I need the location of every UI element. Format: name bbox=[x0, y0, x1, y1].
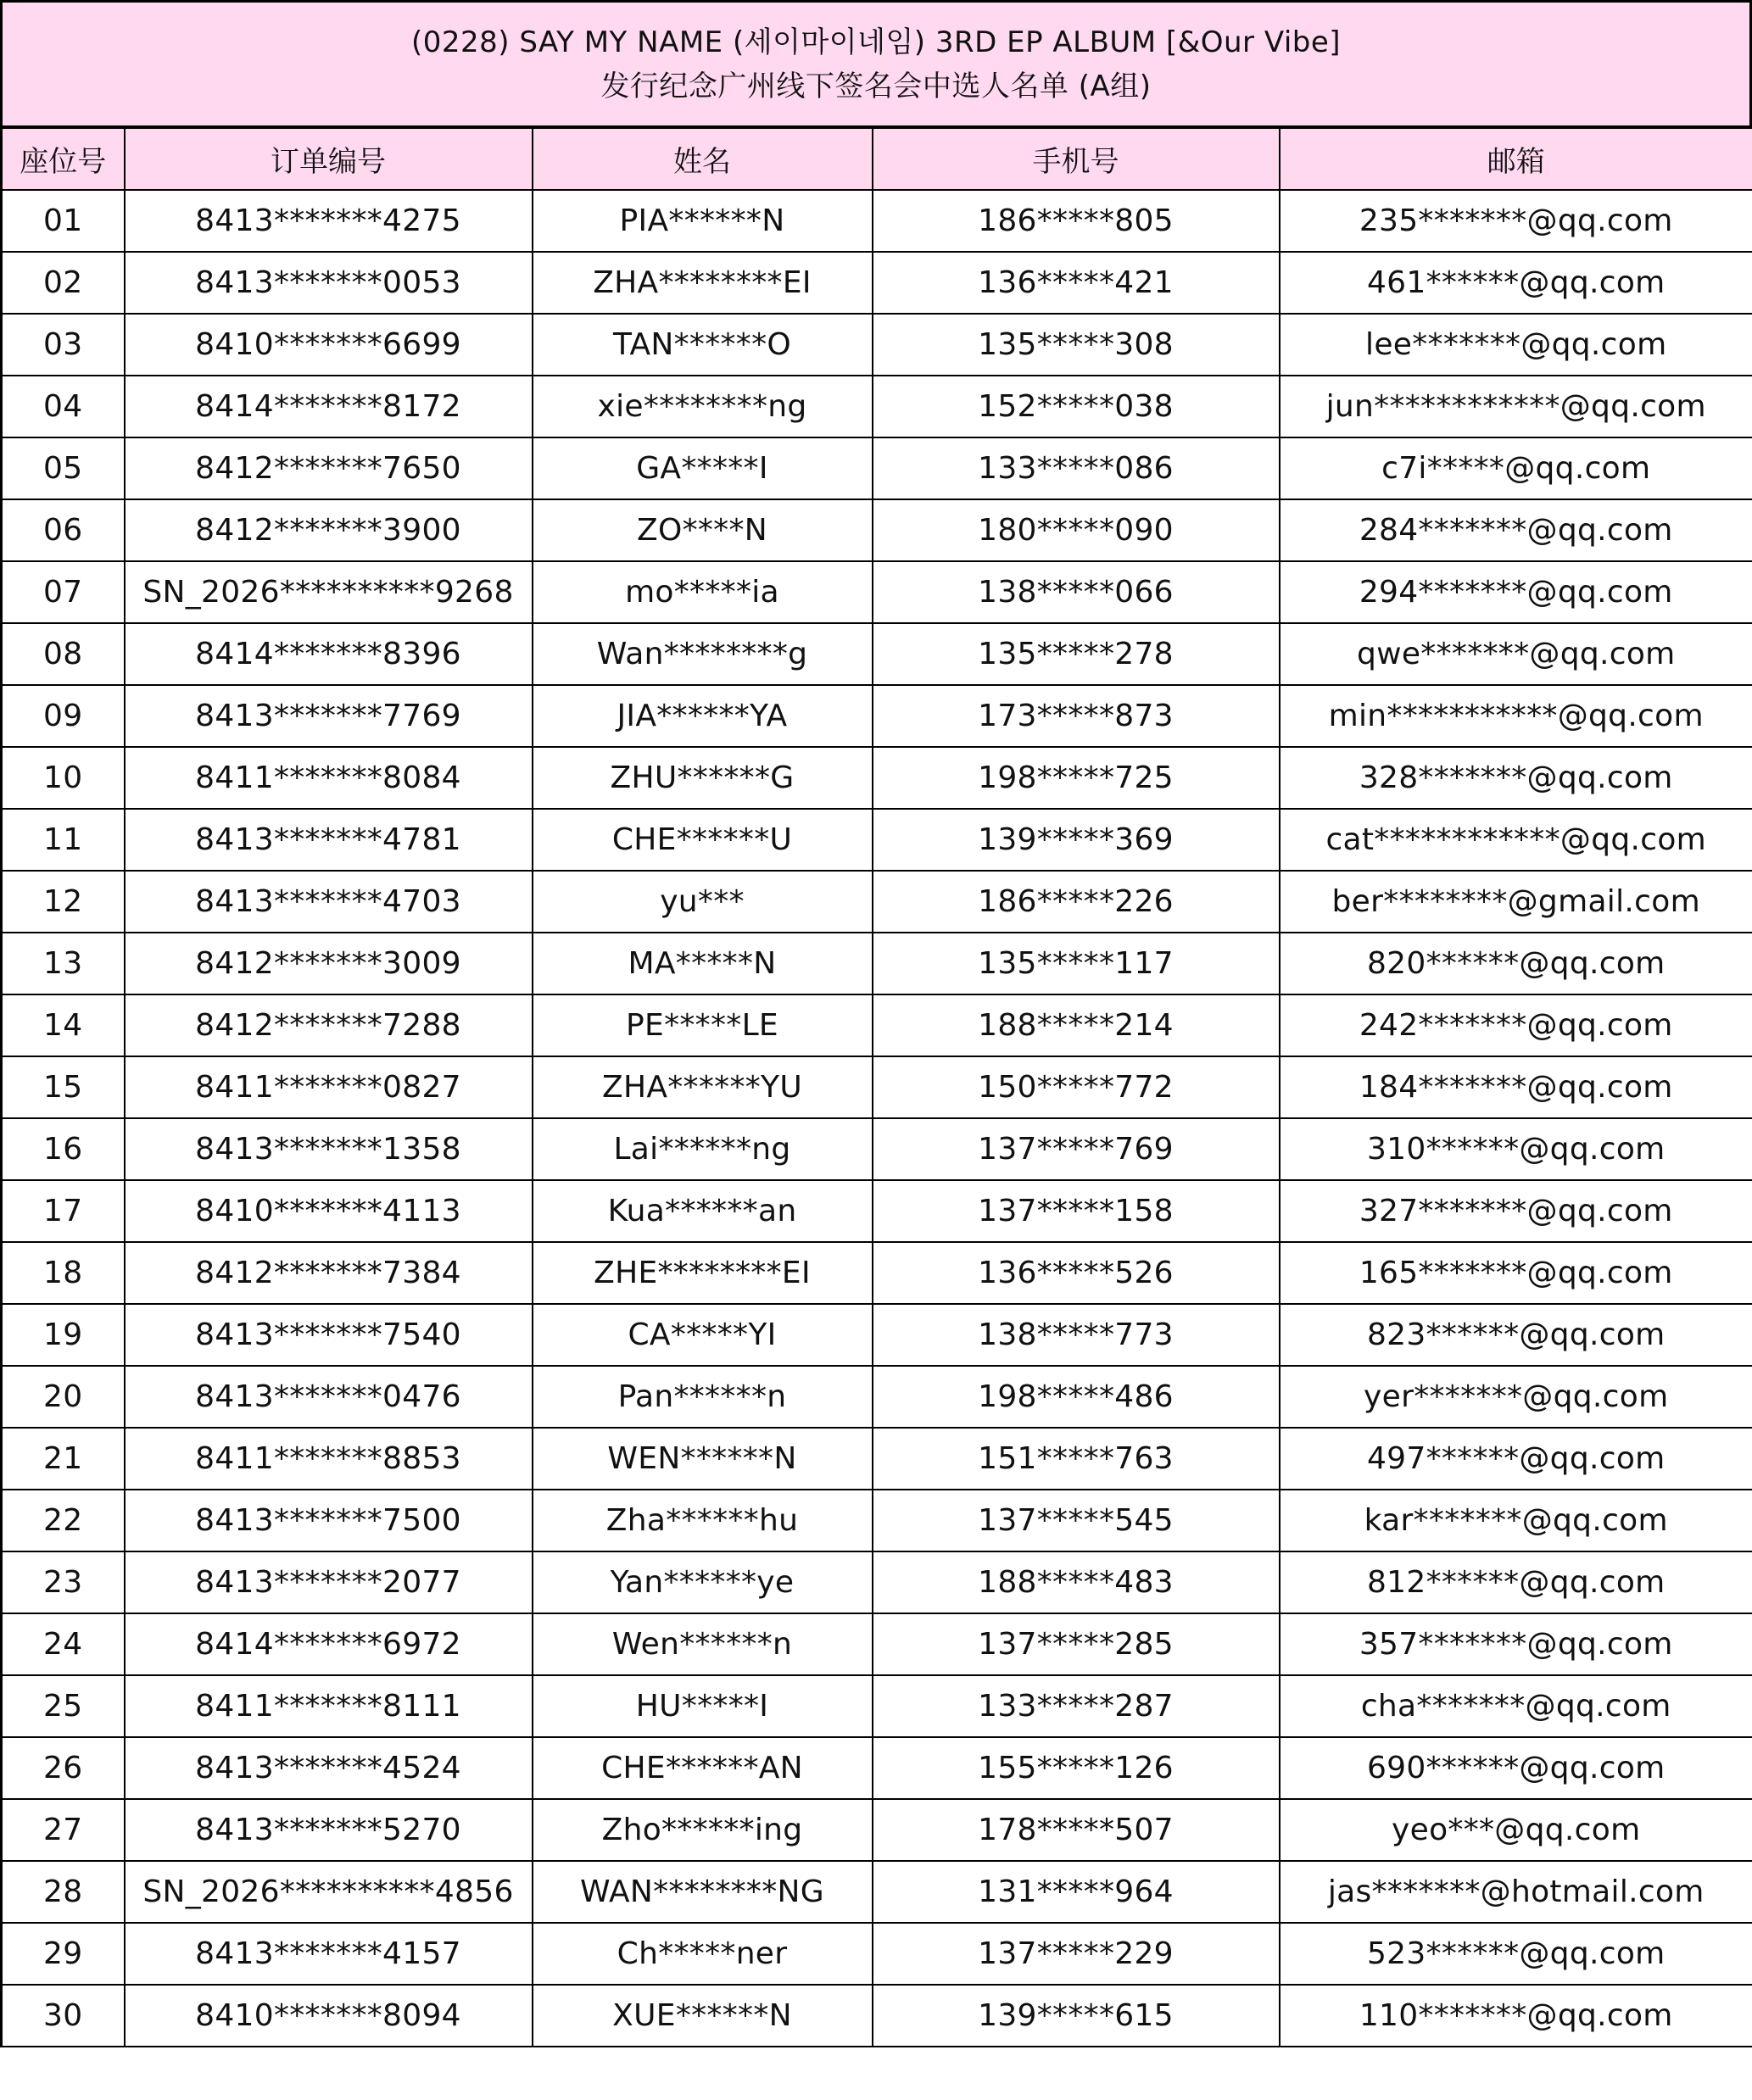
cell-name: PE*****LE bbox=[533, 994, 873, 1056]
cell-phone: 151*****763 bbox=[873, 1428, 1280, 1490]
cell-order-number: 8413*******7540 bbox=[125, 1304, 533, 1366]
cell-seat: 07 bbox=[2, 561, 125, 623]
table-row bbox=[2, 437, 1752, 499]
cell-seat: 27 bbox=[2, 1799, 125, 1861]
cell-name: Zho******ing bbox=[533, 1799, 873, 1861]
table-row bbox=[2, 1180, 1752, 1242]
cell-name: Pan******n bbox=[533, 1366, 873, 1428]
cell-order-number: 8410*******6699 bbox=[125, 314, 533, 376]
cell-name: WEN******N bbox=[533, 1428, 873, 1490]
cell-email: yeo***@qq.com bbox=[1280, 1799, 1752, 1861]
cell-order-number: 8413*******0476 bbox=[125, 1366, 533, 1428]
table-row bbox=[2, 809, 1752, 871]
cell-phone: 131*****964 bbox=[873, 1861, 1280, 1923]
cell-name: Kua******an bbox=[533, 1180, 873, 1242]
table-row bbox=[2, 1861, 1752, 1923]
table-row bbox=[2, 994, 1752, 1056]
cell-order-number: 8413*******7500 bbox=[125, 1490, 533, 1551]
table-row bbox=[2, 1675, 1752, 1737]
cell-order-number: 8412*******3900 bbox=[125, 499, 533, 561]
cell-name: ZO****N bbox=[533, 499, 873, 561]
cell-phone: 135*****308 bbox=[873, 314, 1280, 376]
cell-seat: 11 bbox=[2, 809, 125, 871]
cell-phone: 137*****158 bbox=[873, 1180, 1280, 1242]
cell-seat: 24 bbox=[2, 1613, 125, 1675]
cell-order-number: 8412*******7650 bbox=[125, 437, 533, 499]
cell-email: 820******@qq.com bbox=[1280, 933, 1752, 994]
table-row bbox=[2, 376, 1752, 437]
cell-order-number: SN_2026**********9268 bbox=[125, 561, 533, 623]
cell-name: Zha******hu bbox=[533, 1490, 873, 1551]
cell-order-number: 8411*******8111 bbox=[125, 1675, 533, 1737]
cell-phone: 186*****805 bbox=[873, 190, 1280, 252]
cell-phone: 137*****285 bbox=[873, 1613, 1280, 1675]
table-row bbox=[2, 1985, 1752, 2047]
cell-email: 235*******@qq.com bbox=[1280, 190, 1752, 252]
cell-email: 165*******@qq.com bbox=[1280, 1242, 1752, 1304]
table-row bbox=[2, 1242, 1752, 1304]
table-row bbox=[2, 1304, 1752, 1366]
cell-seat: 30 bbox=[2, 1985, 125, 2047]
cell-phone: 139*****369 bbox=[873, 809, 1280, 871]
cell-email: kar*******@qq.com bbox=[1280, 1490, 1752, 1551]
cell-phone: 155*****126 bbox=[873, 1737, 1280, 1799]
cell-seat: 09 bbox=[2, 685, 125, 747]
cell-phone: 133*****086 bbox=[873, 437, 1280, 499]
column-header-name: 姓名 bbox=[533, 128, 873, 190]
table-row bbox=[2, 1737, 1752, 1799]
cell-seat: 21 bbox=[2, 1428, 125, 1490]
cell-name: xie********ng bbox=[533, 376, 873, 437]
cell-order-number: 8411*******0827 bbox=[125, 1056, 533, 1118]
cell-name: mo*****ia bbox=[533, 561, 873, 623]
cell-email: min***********@qq.com bbox=[1280, 685, 1752, 747]
cell-email: 310******@qq.com bbox=[1280, 1118, 1752, 1180]
cell-phone: 136*****526 bbox=[873, 1242, 1280, 1304]
cell-seat: 05 bbox=[2, 437, 125, 499]
table-row bbox=[2, 499, 1752, 561]
cell-order-number: 8412*******7288 bbox=[125, 994, 533, 1056]
cell-seat: 04 bbox=[2, 376, 125, 437]
winner-table bbox=[0, 127, 1752, 2047]
cell-email: 690******@qq.com bbox=[1280, 1737, 1752, 1799]
cell-phone: 139*****615 bbox=[873, 1985, 1280, 2047]
cell-phone: 152*****038 bbox=[873, 376, 1280, 437]
cell-phone: 137*****769 bbox=[873, 1118, 1280, 1180]
table-row bbox=[2, 1490, 1752, 1551]
table-row bbox=[2, 1056, 1752, 1118]
table-row bbox=[2, 190, 1752, 252]
cell-email: 523******@qq.com bbox=[1280, 1923, 1752, 1985]
cell-order-number: 8413*******5270 bbox=[125, 1799, 533, 1861]
cell-name: yu*** bbox=[533, 871, 873, 933]
cell-email: ber********@gmail.com bbox=[1280, 871, 1752, 933]
cell-order-number: 8414*******8396 bbox=[125, 623, 533, 685]
cell-name: TAN******O bbox=[533, 314, 873, 376]
cell-seat: 03 bbox=[2, 314, 125, 376]
cell-seat: 26 bbox=[2, 1737, 125, 1799]
cell-name: MA*****N bbox=[533, 933, 873, 994]
cell-phone: 198*****725 bbox=[873, 747, 1280, 809]
cell-phone: 137*****229 bbox=[873, 1923, 1280, 1985]
cell-phone: 136*****421 bbox=[873, 252, 1280, 314]
cell-email: 823******@qq.com bbox=[1280, 1304, 1752, 1366]
cell-name: Lai******ng bbox=[533, 1118, 873, 1180]
table-header-row bbox=[2, 128, 1752, 190]
cell-email: 284*******@qq.com bbox=[1280, 499, 1752, 561]
cell-email: jas*******@hotmail.com bbox=[1280, 1861, 1752, 1923]
cell-order-number: 8413*******7769 bbox=[125, 685, 533, 747]
cell-phone: 137*****545 bbox=[873, 1490, 1280, 1551]
cell-order-number: 8413*******4157 bbox=[125, 1923, 533, 1985]
cell-name: CA*****YI bbox=[533, 1304, 873, 1366]
cell-name: WAN********NG bbox=[533, 1861, 873, 1923]
cell-name: Wan********g bbox=[533, 623, 873, 685]
cell-phone: 188*****483 bbox=[873, 1551, 1280, 1613]
table-body bbox=[2, 190, 1752, 2047]
cell-seat: 02 bbox=[2, 252, 125, 314]
table-row bbox=[2, 933, 1752, 994]
cell-seat: 19 bbox=[2, 1304, 125, 1366]
cell-seat: 10 bbox=[2, 747, 125, 809]
title-line-1: (0228) SAY MY NAME (세이마이네임) 3RD EP ALBUM [&Our Vibe] bbox=[410, 25, 1342, 59]
cell-seat: 14 bbox=[2, 994, 125, 1056]
cell-name: Ch*****ner bbox=[533, 1923, 873, 1985]
table-row bbox=[2, 314, 1752, 376]
table-row bbox=[2, 1118, 1752, 1180]
cell-phone: 138*****066 bbox=[873, 561, 1280, 623]
cell-email: 497******@qq.com bbox=[1280, 1428, 1752, 1490]
cell-seat: 12 bbox=[2, 871, 125, 933]
cell-phone: 133*****287 bbox=[873, 1675, 1280, 1737]
cell-email: 110*******@qq.com bbox=[1280, 1985, 1752, 2047]
table-row bbox=[2, 252, 1752, 314]
table-row bbox=[2, 747, 1752, 809]
cell-email: 327*******@qq.com bbox=[1280, 1180, 1752, 1242]
cell-order-number: 8411*******8084 bbox=[125, 747, 533, 809]
cell-order-number: 8413*******2077 bbox=[125, 1551, 533, 1613]
cell-seat: 28 bbox=[2, 1861, 125, 1923]
title-block bbox=[0, 0, 1752, 127]
table-row bbox=[2, 1366, 1752, 1428]
cell-seat: 29 bbox=[2, 1923, 125, 1985]
cell-phone: 135*****278 bbox=[873, 623, 1280, 685]
table-row bbox=[2, 561, 1752, 623]
cell-email: 328*******@qq.com bbox=[1280, 747, 1752, 809]
table-row bbox=[2, 1923, 1752, 1985]
cell-name: ZHU******G bbox=[533, 747, 873, 809]
cell-order-number: 8410*******4113 bbox=[125, 1180, 533, 1242]
cell-email: 461******@qq.com bbox=[1280, 252, 1752, 314]
cell-seat: 23 bbox=[2, 1551, 125, 1613]
cell-email: 294*******@qq.com bbox=[1280, 561, 1752, 623]
cell-name: ZHA******YU bbox=[533, 1056, 873, 1118]
table-row bbox=[2, 871, 1752, 933]
cell-order-number: 8413*******4703 bbox=[125, 871, 533, 933]
cell-phone: 173*****873 bbox=[873, 685, 1280, 747]
cell-name: PIA******N bbox=[533, 190, 873, 252]
cell-name: ZHA********EI bbox=[533, 252, 873, 314]
cell-seat: 06 bbox=[2, 499, 125, 561]
cell-order-number: 8413*******4275 bbox=[125, 190, 533, 252]
cell-email: 357*******@qq.com bbox=[1280, 1613, 1752, 1675]
cell-seat: 25 bbox=[2, 1675, 125, 1737]
cell-seat: 22 bbox=[2, 1490, 125, 1551]
cell-email: c7i*****@qq.com bbox=[1280, 437, 1752, 499]
cell-email: cha*******@qq.com bbox=[1280, 1675, 1752, 1737]
cell-order-number: 8411*******8853 bbox=[125, 1428, 533, 1490]
cell-seat: 17 bbox=[2, 1180, 125, 1242]
cell-order-number: SN_2026**********4856 bbox=[125, 1861, 533, 1923]
table-row bbox=[2, 1428, 1752, 1490]
cell-name: CHE******U bbox=[533, 809, 873, 871]
cell-order-number: 8412*******7384 bbox=[125, 1242, 533, 1304]
cell-email: cat************@qq.com bbox=[1280, 809, 1752, 871]
table-row bbox=[2, 1551, 1752, 1613]
cell-seat: 18 bbox=[2, 1242, 125, 1304]
column-header-email: 邮箱 bbox=[1280, 128, 1752, 190]
cell-phone: 188*****214 bbox=[873, 994, 1280, 1056]
cell-name: HU*****I bbox=[533, 1675, 873, 1737]
table-row bbox=[2, 623, 1752, 685]
cell-order-number: 8414*******8172 bbox=[125, 376, 533, 437]
cell-phone: 138*****773 bbox=[873, 1304, 1280, 1366]
cell-name: JIA******YA bbox=[533, 685, 873, 747]
cell-phone: 186*****226 bbox=[873, 871, 1280, 933]
column-header-phone: 手机号 bbox=[873, 128, 1280, 190]
cell-seat: 01 bbox=[2, 190, 125, 252]
cell-phone: 178*****507 bbox=[873, 1799, 1280, 1861]
cell-order-number: 8413*******4781 bbox=[125, 809, 533, 871]
cell-email: lee*******@qq.com bbox=[1280, 314, 1752, 376]
cell-email: 184*******@qq.com bbox=[1280, 1056, 1752, 1118]
cell-seat: 13 bbox=[2, 933, 125, 994]
cell-order-number: 8410*******8094 bbox=[125, 1985, 533, 2047]
cell-phone: 198*****486 bbox=[873, 1366, 1280, 1428]
cell-email: yer*******@qq.com bbox=[1280, 1366, 1752, 1428]
cell-order-number: 8413*******1358 bbox=[125, 1118, 533, 1180]
cell-phone: 150*****772 bbox=[873, 1056, 1280, 1118]
cell-seat: 15 bbox=[2, 1056, 125, 1118]
cell-name: GA*****I bbox=[533, 437, 873, 499]
cell-email: 812******@qq.com bbox=[1280, 1551, 1752, 1613]
column-header-order-number: 订单编号 bbox=[125, 128, 533, 190]
cell-order-number: 8413*******0053 bbox=[125, 252, 533, 314]
column-header-seat: 座位号 bbox=[2, 128, 125, 190]
cell-order-number: 8413*******4524 bbox=[125, 1737, 533, 1799]
cell-email: jun************@qq.com bbox=[1280, 376, 1752, 437]
cell-seat: 20 bbox=[2, 1366, 125, 1428]
cell-name: CHE******AN bbox=[533, 1737, 873, 1799]
cell-email: qwe*******@qq.com bbox=[1280, 623, 1752, 685]
cell-email: 242*******@qq.com bbox=[1280, 994, 1752, 1056]
table-row bbox=[2, 1799, 1752, 1861]
table-row bbox=[2, 685, 1752, 747]
cell-order-number: 8414*******6972 bbox=[125, 1613, 533, 1675]
cell-phone: 180*****090 bbox=[873, 499, 1280, 561]
cell-name: Wen******n bbox=[533, 1613, 873, 1675]
title-line-2: 发行纪念广州线下签名会中选人名单 (A组) bbox=[600, 69, 1152, 103]
cell-name: ZHE********EI bbox=[533, 1242, 873, 1304]
cell-phone: 135*****117 bbox=[873, 933, 1280, 994]
cell-order-number: 8412*******3009 bbox=[125, 933, 533, 994]
cell-seat: 16 bbox=[2, 1118, 125, 1180]
cell-name: Yan******ye bbox=[533, 1551, 873, 1613]
cell-seat: 08 bbox=[2, 623, 125, 685]
table-row bbox=[2, 1613, 1752, 1675]
cell-name: XUE******N bbox=[533, 1985, 873, 2047]
